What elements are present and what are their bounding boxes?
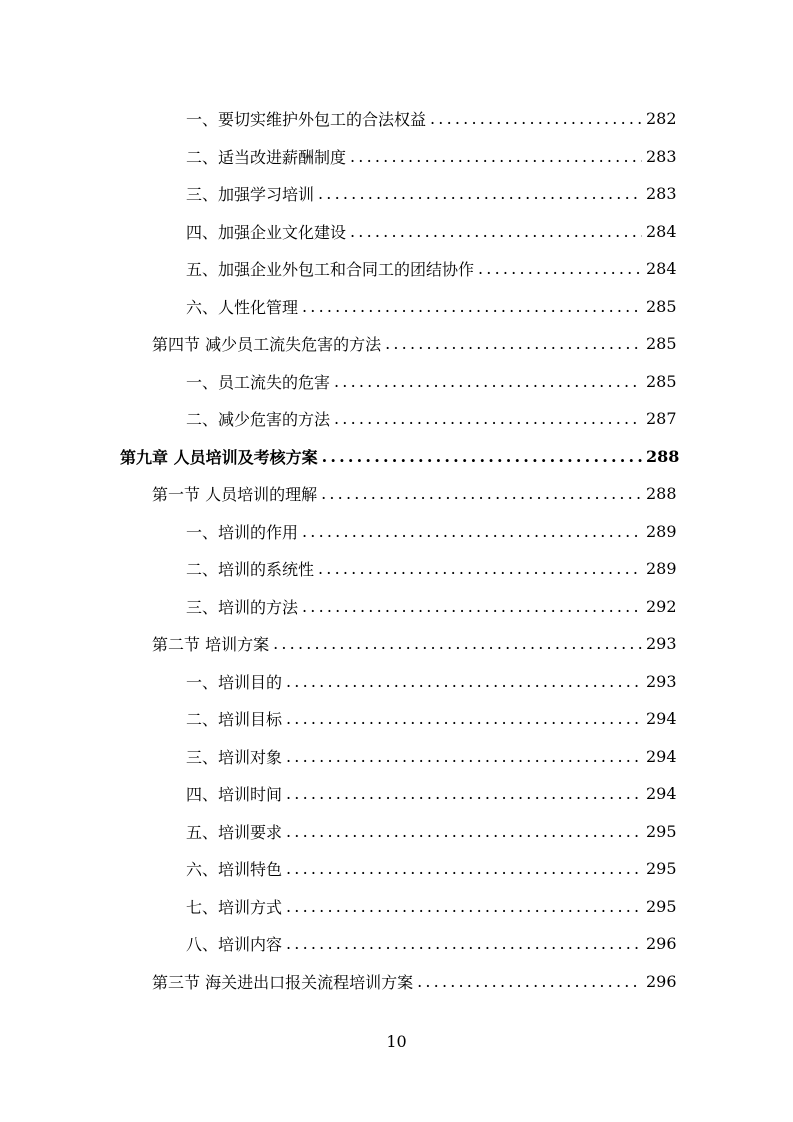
toc-entry[interactable] bbox=[186, 100, 677, 137]
toc-entry[interactable] bbox=[186, 588, 677, 625]
toc-entry-page: 288 bbox=[646, 484, 677, 503]
toc-entry[interactable] bbox=[152, 475, 677, 512]
toc-entry[interactable] bbox=[152, 325, 677, 362]
dot-leader bbox=[478, 259, 642, 278]
toc-entry[interactable] bbox=[186, 775, 677, 812]
dot-leader bbox=[286, 784, 642, 803]
toc-entry-title: 二、适当改进薪酬制度 bbox=[186, 147, 347, 167]
toc-entry-title: 二、减少危害的方法 bbox=[186, 410, 331, 429]
toc-entry[interactable] bbox=[186, 738, 677, 775]
toc-entry[interactable] bbox=[186, 138, 677, 175]
toc-entry[interactable] bbox=[186, 550, 677, 587]
toc-entry-page: 294 bbox=[646, 784, 677, 803]
dot-leader bbox=[350, 147, 642, 166]
toc-entry-title: 五、加强企业外包工和合同工的团结协作 bbox=[186, 260, 475, 279]
toc-entry[interactable] bbox=[186, 250, 677, 287]
toc-entry[interactable] bbox=[186, 213, 677, 250]
dot-leader bbox=[334, 409, 642, 428]
toc-entry[interactable] bbox=[186, 175, 677, 212]
toc-entry[interactable] bbox=[186, 888, 677, 925]
toc-entry[interactable] bbox=[186, 363, 677, 400]
toc-entry-title: 一、员工流失的危害 bbox=[186, 372, 331, 392]
dot-leader bbox=[286, 672, 642, 691]
toc-entry[interactable] bbox=[186, 663, 677, 700]
toc-entry-title: 三、培训的方法 bbox=[186, 597, 299, 617]
toc-entry-page: 284 bbox=[646, 259, 677, 278]
toc-entry-page: 294 bbox=[646, 746, 677, 766]
toc-entry-page: 293 bbox=[646, 671, 677, 691]
toc-entry-page: 295 bbox=[646, 896, 677, 916]
dot-leader bbox=[273, 634, 642, 653]
dot-leader bbox=[286, 822, 642, 841]
dot-leader bbox=[302, 297, 642, 316]
dot-leader bbox=[417, 972, 642, 991]
toc-entry-page: 285 bbox=[646, 296, 677, 316]
dot-leader bbox=[286, 934, 642, 953]
dot-leader bbox=[430, 109, 642, 128]
toc-entry-title: 第一节 人员培训的理解 bbox=[152, 485, 318, 504]
toc-entry-page: 284 bbox=[646, 221, 677, 241]
toc-entry-title: 四、加强企业文化建设 bbox=[186, 222, 347, 242]
toc-entry[interactable] bbox=[186, 700, 677, 737]
toc-entry-title: 六、培训特色 bbox=[186, 860, 283, 879]
toc-entry-title: 第九章 人员培训及考核方案 bbox=[120, 447, 318, 467]
toc-entry-page: 289 bbox=[646, 559, 677, 578]
toc-entry-title: 第三节 海关进出口报关流程培训方案 bbox=[152, 972, 414, 992]
dot-leader bbox=[318, 184, 642, 203]
toc-entry[interactable] bbox=[186, 925, 677, 962]
toc-entry-title: 四、培训时间 bbox=[186, 785, 283, 804]
toc-entry-page: 282 bbox=[646, 109, 677, 128]
toc-entry-page: 289 bbox=[646, 521, 677, 541]
page-number: 10 bbox=[386, 1032, 407, 1051]
toc-entry-page: 285 bbox=[646, 334, 677, 353]
dot-leader bbox=[302, 597, 642, 616]
toc-entry-title: 二、培训目标 bbox=[186, 710, 283, 729]
dot-leader bbox=[334, 372, 642, 391]
dot-leader bbox=[321, 484, 642, 503]
dot-leader bbox=[322, 447, 642, 466]
toc-entry-title: 第四节 减少员工流失危害的方法 bbox=[152, 335, 382, 354]
toc-entry-title: 一、要切实维护外包工的合法权益 bbox=[186, 110, 427, 129]
toc-entry-title: 八、培训内容 bbox=[186, 935, 283, 954]
toc-entry-page: 285 bbox=[646, 371, 677, 391]
toc-entry-page: 295 bbox=[646, 821, 677, 841]
toc-entry-page: 292 bbox=[646, 596, 677, 616]
toc-entry-page: 294 bbox=[646, 709, 677, 728]
toc-entry-page: 296 bbox=[646, 971, 677, 991]
toc-entry[interactable] bbox=[186, 813, 677, 850]
toc-entry[interactable] bbox=[152, 963, 677, 1000]
toc-entry-title: 第二节 培训方案 bbox=[152, 635, 270, 654]
toc-entry[interactable] bbox=[186, 288, 677, 325]
dot-leader bbox=[302, 522, 642, 541]
toc-entry-title: 六、人性化管理 bbox=[186, 297, 299, 317]
toc-entry-title: 七、培训方式 bbox=[186, 897, 283, 917]
toc-entry[interactable] bbox=[186, 400, 677, 437]
dot-leader bbox=[286, 709, 642, 728]
dot-leader bbox=[385, 334, 642, 353]
toc-entry[interactable] bbox=[152, 625, 677, 662]
dot-leader bbox=[286, 897, 642, 916]
toc-entry-title: 五、培训要求 bbox=[186, 822, 283, 842]
toc-entry-page: 296 bbox=[646, 934, 677, 953]
toc-entry-title: 三、培训对象 bbox=[186, 747, 283, 767]
toc-entry-page: 288 bbox=[646, 446, 680, 466]
toc-entry-title: 三、加强学习培训 bbox=[186, 185, 315, 204]
dot-leader bbox=[318, 559, 642, 578]
toc-entry-page: 295 bbox=[646, 859, 677, 878]
toc-entry-title: 二、培训的系统性 bbox=[186, 560, 315, 579]
toc-entry-page: 283 bbox=[646, 184, 677, 203]
toc-entry[interactable] bbox=[120, 438, 680, 475]
toc-entry[interactable] bbox=[186, 850, 677, 887]
toc-entry-title: 一、培训目的 bbox=[186, 672, 283, 692]
dot-leader bbox=[286, 747, 642, 766]
toc-entry-page: 293 bbox=[646, 634, 677, 653]
toc-entry-page: 287 bbox=[646, 409, 677, 428]
toc-entry[interactable] bbox=[186, 513, 677, 550]
toc-entry-page: 283 bbox=[646, 146, 677, 166]
toc-entry-title: 一、培训的作用 bbox=[186, 522, 299, 542]
dot-leader bbox=[286, 859, 642, 878]
dot-leader bbox=[350, 222, 642, 241]
